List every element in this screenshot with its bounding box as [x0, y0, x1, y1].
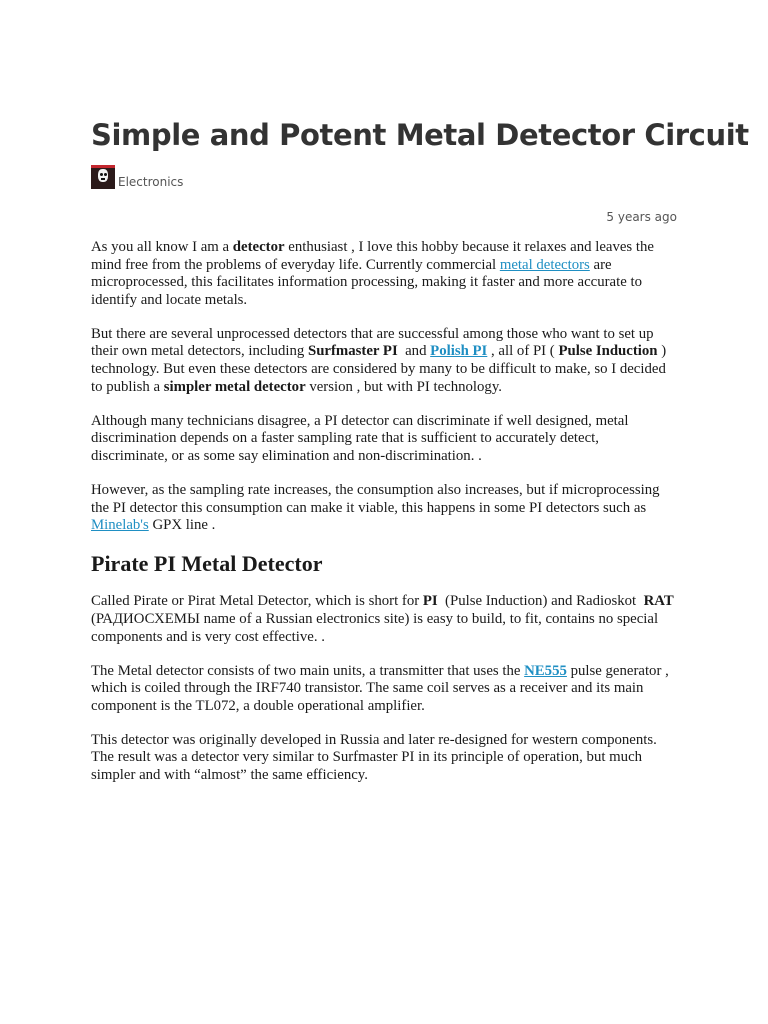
text: The Metal detector consists of two main units, a transmitter that uses the — [91, 662, 525, 679]
text: However, as the sampling rate increases, the consumption also increases, but if microprocessing the PI detector this consumption can make it viable, this happens in some PI detectors such as — [91, 482, 660, 516]
bold-term: Surfmaster PI — [307, 343, 398, 360]
text: Called Pirate or Pirat Metal Detector, which is short for — [91, 593, 423, 610]
text: pulse generator , which is coiled through the IRF740 transistor. The same coil serves as a receiver and its main component is the TL072, a double operational amplifier. — [91, 662, 669, 714]
paragraph-origin — [91, 732, 679, 785]
section-heading: Pirate PI Metal Detector — [91, 551, 323, 577]
author-avatar-icon[interactable] — [91, 165, 115, 189]
paragraph-intro — [91, 239, 679, 309]
paragraph-units — [91, 663, 679, 716]
bold-term: simpler metal detector — [163, 378, 306, 395]
text: (Pulse Induction) and Radioskot — [437, 593, 644, 610]
paragraph-unprocessed — [91, 326, 679, 396]
category-label[interactable]: Electronics — [118, 175, 184, 189]
page-title: Simple and Potent Metal Detector Circuit — [91, 118, 749, 152]
text: Although many technicians disagree, a PI detector can discriminate if well designed, metal discrimination depends on a faster sampling rate that is sufficient to accurately detect, discriminate, or as some say elimination and non-discrimination. . — [91, 412, 629, 464]
text: and — [397, 343, 431, 360]
bold-term: Pulse Induction — [558, 343, 658, 360]
text: But there are several unprocessed detectors that are successful among those who want to set up their own metal detectors, including — [91, 325, 654, 360]
paragraph-discrimination — [91, 413, 679, 466]
bold-term: detector — [232, 239, 285, 255]
text: are microprocessed, this facilitates information processing, making it faster and more accurate to identify and locate metals. — [91, 256, 642, 308]
paragraph-sampling — [91, 482, 679, 535]
bold-term: RAT — [643, 593, 674, 610]
article-body — [91, 239, 679, 801]
minelab-link[interactable]: Minelab's — [91, 517, 149, 534]
paragraph-pirate — [91, 593, 679, 646]
text: version , but with PI technology. — [305, 378, 502, 395]
category-row — [91, 163, 183, 189]
text: (РАДИОСХЕМЫ name of a Russian electronics site) is easy to build, to fit, contains no special components and is very cost effective. . — [91, 610, 659, 645]
text: enthusiast , I love this hobby because it relaxes and leaves the mind free from the problems of everyday life. Currently commercial — [91, 239, 654, 273]
bold-term: PI — [422, 593, 438, 610]
metal-detectors-link[interactable]: metal detectors — [499, 256, 590, 273]
text: , all of PI ( — [487, 343, 559, 360]
ne555-link[interactable]: NE555 — [524, 662, 567, 679]
text: As you all know I am a — [91, 239, 233, 255]
polish-pi-link[interactable]: Polish PI — [430, 343, 488, 360]
text: GPX line . — [148, 517, 216, 534]
post-timestamp: 5 years ago — [606, 210, 677, 224]
text: This detector was originally developed in Russia and later re-designed for western components. The result was a detector very similar to Surfmaster PI in its principle of operation, but much simpler and with “almost” the same efficiency. — [91, 731, 657, 784]
text: ) technology. But even these detectors are considered by many to be difficult to make, so I decided to publish a — [91, 343, 667, 395]
